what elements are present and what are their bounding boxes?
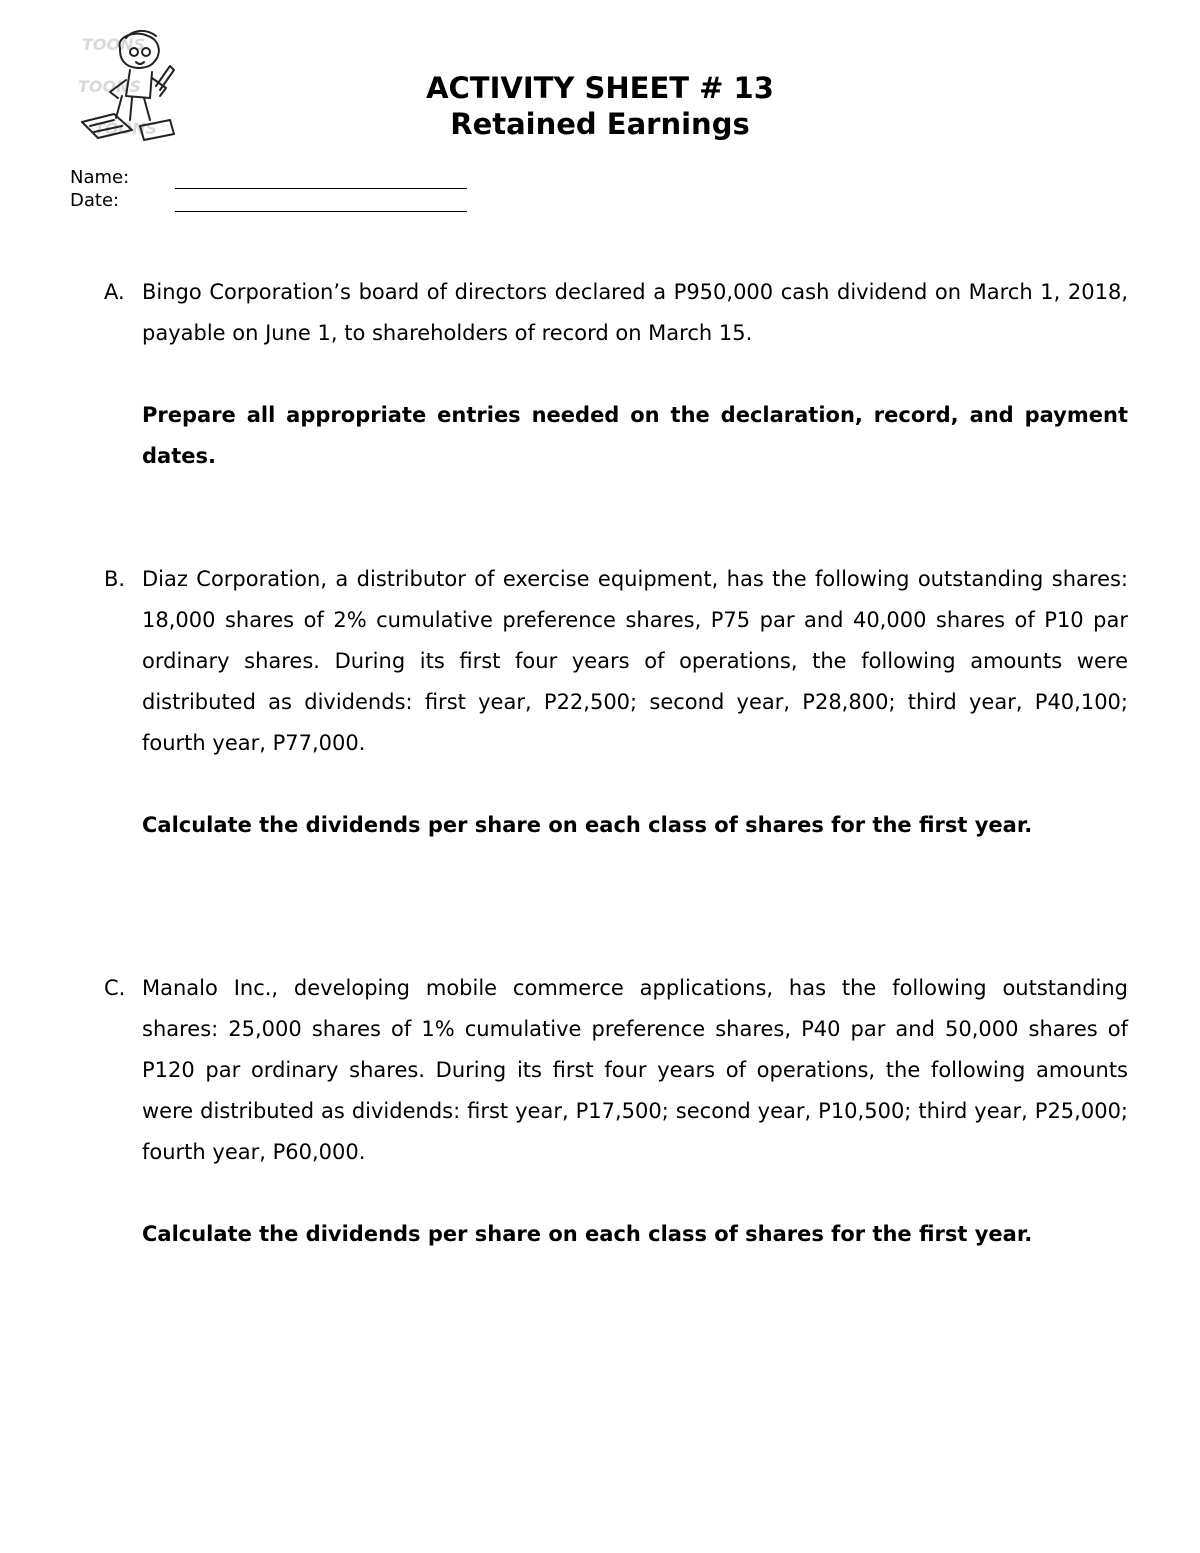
- date-field-row: [70, 189, 467, 212]
- problem-c: [104, 968, 1128, 1173]
- svg-text:TOONS: TOONS: [94, 119, 158, 138]
- problem-b-letter: B.: [104, 567, 126, 591]
- logo: [70, 26, 190, 148]
- page-title: ACTIVITY SHEET # 13: [426, 71, 774, 105]
- name-field-row: [70, 166, 467, 189]
- problem-a: [104, 272, 1128, 354]
- problem-b-text: Diaz Corporation, a distributor of exercise equipment, has the following outstanding shares: 18,000 shares of 2% cumulative preference shares, P75 par and 40,000 shares of P10 par ordinary shares. During its first four years of operations, the following amounts were distributed as dividends: first year, P22,500; second year, P28,800; third year, P40,100; fourth year, P77,000.: [142, 567, 1128, 755]
- problem-a-instruction: Prepare all appropriate entries needed on the declaration, record, and payment dates.: [142, 403, 1128, 468]
- page-subtitle: Retained Earnings: [450, 107, 750, 141]
- svg-text:TOONS: TOONS: [82, 35, 146, 54]
- cartoon-student-reading-icon: [70, 26, 190, 148]
- name-label: Name:: [70, 167, 130, 188]
- problem-c-instruction: Calculate the dividends per share on each class of shares for the first year.: [142, 1222, 1033, 1246]
- student-info-fields: [70, 166, 467, 212]
- problem-b: [104, 559, 1128, 764]
- problem-a-text: Bingo Corporation’s board of directors declared a P950,000 cash dividend on March 1, 2018, payable on June 1, to shareholders of record on March 15.: [142, 280, 1128, 345]
- title-block: [300, 70, 900, 142]
- name-blank-line[interactable]: [175, 169, 467, 189]
- problem-a-letter: A.: [104, 280, 125, 304]
- date-label: Date:: [70, 190, 120, 211]
- problem-b-instruction: Calculate the dividends per share on each class of shares for the first year.: [142, 813, 1033, 837]
- problem-c-text: Manalo Inc., developing mobile commerce applications, has the following outstanding shares: 25,000 shares of 1% cumulative preference shares, P40 par and 50,000 shares of P120 par ordinary shares. During its first four years of operations, the following amounts were distributed as dividends: first year, P17,500; second year, P10,500; third year, P25,000; fourth year, P60,000.: [142, 976, 1128, 1164]
- date-blank-line[interactable]: [175, 192, 467, 212]
- svg-text:TOONS: TOONS: [78, 77, 142, 96]
- problem-c-letter: C.: [104, 976, 126, 1000]
